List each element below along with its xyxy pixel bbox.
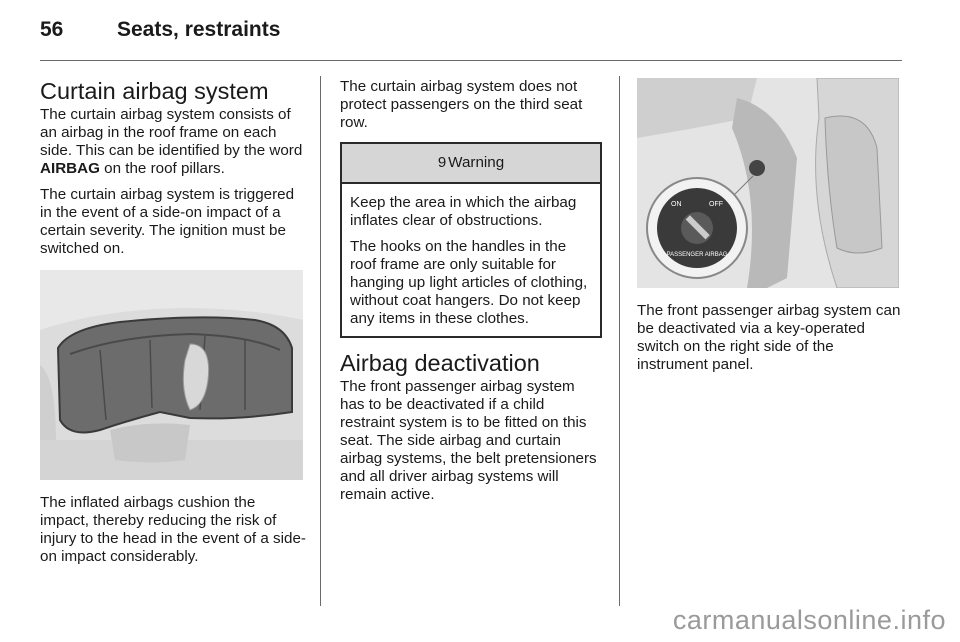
column-divider-2 bbox=[619, 76, 620, 606]
paragraph: The front passenger airbag system can be deactivated via a key-operated switch on the right side of the instrument panel. bbox=[637, 302, 901, 373]
curtain-airbag-image bbox=[40, 270, 303, 480]
paragraph: The inflated airbags cushion the impact, thereby reducing the risk of injury to the head in the event of a side-on impact considerably. bbox=[40, 494, 306, 565]
curtain-airbag-illustration bbox=[40, 270, 303, 480]
warning-box bbox=[340, 142, 602, 338]
paragraph: The curtain airbag system is triggered in the event of a side-on impact of a certain severity. The ignition must be switched on. bbox=[40, 186, 295, 257]
column-1 bbox=[40, 78, 308, 574]
paragraph: The curtain airbag system consists of an airbag in the roof frame on each side. This can be identified by the word AIRBAG on the roof pillars. bbox=[40, 106, 303, 177]
warning-header bbox=[342, 144, 600, 184]
section-title: Seats, restraints bbox=[117, 18, 281, 41]
column-3 bbox=[637, 78, 901, 382]
page-number: 56 bbox=[40, 18, 64, 41]
switch-on-label: ON bbox=[671, 201, 682, 208]
heading-curtain-airbag: Curtain airbag system bbox=[40, 78, 269, 104]
paragraph: The hooks on the handles in the roof frame are only suitable for hanging up light articles of clothing, without coat hangers. Do not keep any items in these clothes. bbox=[350, 238, 588, 327]
airbag-switch-image bbox=[637, 78, 899, 288]
paragraph: The front passenger airbag system has to be deactivated if a child restraint system is to be fitted on this seat. The side airbag and curtain airbag systems, the belt pretensioners and all driver airbag systems will remain active. bbox=[340, 378, 597, 503]
switch-caption: PASSENGER AIRBAG bbox=[666, 252, 728, 258]
warning-icon: 9 bbox=[437, 154, 447, 171]
warning-title: Warning bbox=[448, 154, 505, 171]
column-divider-1 bbox=[320, 76, 321, 606]
watermark: carmanualsonline.info bbox=[672, 605, 946, 635]
switch-off-label: OFF bbox=[709, 201, 723, 208]
heading-airbag-deactivation: Airbag deactivation bbox=[340, 350, 540, 376]
column-2 bbox=[340, 78, 602, 512]
paragraph: The curtain airbag system does not protect passengers on the third seat row. bbox=[340, 78, 583, 131]
warning-body bbox=[342, 184, 600, 336]
paragraph: Keep the area in which the airbag inflates clear of obstructions. bbox=[350, 194, 577, 229]
airbag-switch-illustration bbox=[637, 78, 899, 288]
header-rule bbox=[40, 60, 902, 61]
